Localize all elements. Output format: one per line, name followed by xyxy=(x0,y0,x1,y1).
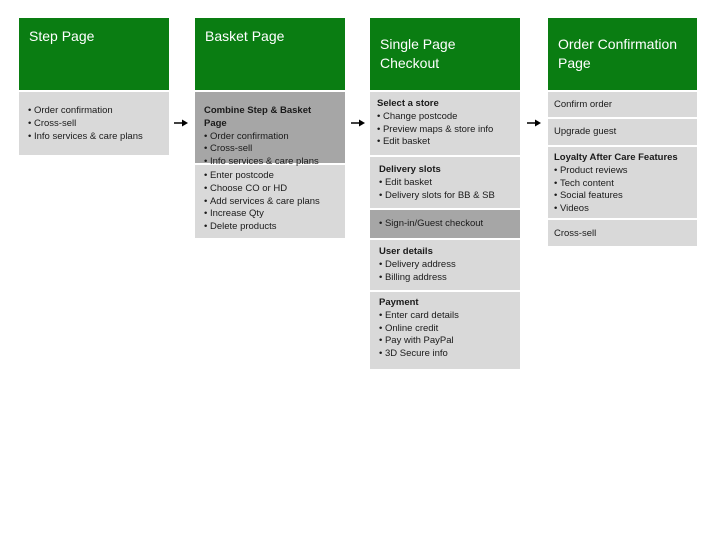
box-title: Delivery slots xyxy=(379,164,441,175)
list-item: • Add services & care plans xyxy=(204,196,336,209)
list-item: • Videos xyxy=(554,203,688,216)
box-title: Confirm order xyxy=(554,99,613,110)
list-item: • Social features xyxy=(554,190,688,203)
box-title: User details xyxy=(379,246,433,257)
select-store-box xyxy=(370,92,520,155)
arrow-right-icon xyxy=(351,119,365,127)
list-item: • Enter card details xyxy=(379,310,511,323)
confirm-order-box xyxy=(548,92,697,117)
list-item: • Choose CO or HD xyxy=(204,183,336,196)
column-order-confirmation xyxy=(548,18,697,246)
list-item: • Delivery address xyxy=(379,259,511,272)
box-title: Select a store xyxy=(377,98,439,109)
list-item: • Tech content xyxy=(554,178,688,191)
list-item: • Cross-sell xyxy=(28,118,160,131)
list-item: • Cross-sell xyxy=(204,143,336,156)
column-single-page-checkout xyxy=(370,18,520,369)
box-title: Combine Step & Basket Page xyxy=(204,105,312,129)
step-page-header: Step Page xyxy=(19,18,169,90)
list-item: • Order confirmation xyxy=(28,105,160,118)
list-item: • Delivery slots for BB & SB xyxy=(379,190,511,203)
column-basket-page xyxy=(195,18,345,238)
upgrade-guest-box xyxy=(548,119,697,145)
delivery-slots-box xyxy=(370,157,520,208)
list-item: • Edit basket xyxy=(377,136,511,149)
basket-actions-box xyxy=(195,165,345,238)
box-title: Loyalty After Care Features xyxy=(554,152,678,163)
list-item: • Pay with PayPal xyxy=(379,335,511,348)
list-item: • 3D Secure info xyxy=(379,348,511,361)
single-page-checkout-header: Single Page Checkout xyxy=(370,18,520,90)
list-item: • Online credit xyxy=(379,323,511,336)
basket-page-header: Basket Page xyxy=(195,18,345,90)
list-item: • Preview maps & store info xyxy=(377,124,511,137)
arrow-right-icon xyxy=(527,119,541,127)
list-item: • Increase Qty xyxy=(204,208,336,221)
box-title: Payment xyxy=(379,297,419,308)
payment-box xyxy=(370,292,520,369)
step-page-box xyxy=(19,92,169,155)
list-item: • Info services & care plans xyxy=(28,131,160,144)
list-item: • Change postcode xyxy=(377,111,511,124)
arrow-right-icon xyxy=(174,119,188,127)
list-item: • Info services & care plans xyxy=(204,156,336,169)
list-item: • Enter postcode xyxy=(204,170,336,183)
list-item: • Edit basket xyxy=(379,177,511,190)
column-step-page xyxy=(19,18,169,155)
list-item: • Billing address xyxy=(379,272,511,285)
loyalty-after-care-box xyxy=(548,147,697,218)
order-confirmation-header: Order Confirmation Page xyxy=(548,18,697,90)
cross-sell-box xyxy=(548,220,697,246)
box-title: Upgrade guest xyxy=(554,126,617,137)
combine-step-basket-box xyxy=(195,92,345,168)
list-item: • Sign-in/Guest checkout xyxy=(379,218,511,231)
box-title: Cross-sell xyxy=(554,228,597,239)
user-details-box xyxy=(370,240,520,290)
list-item: • Order confirmation xyxy=(204,131,336,144)
list-item: • Delete products xyxy=(204,221,336,234)
list-item: • Product reviews xyxy=(554,165,688,178)
sign-in-guest-box xyxy=(370,210,520,238)
